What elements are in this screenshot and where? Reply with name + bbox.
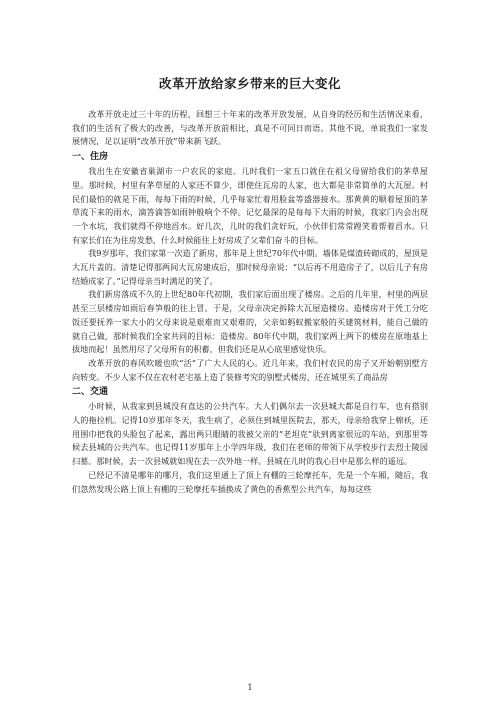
page-number: 1: [247, 683, 253, 692]
paragraph: 小时候，从我家到县城没有直达的公共汽车。大人们偶尔去一次县城大都是自行车，也有搭别人的拖拉机。记得10岁那年冬天，我生病了，必须住到城里医院去，那天，母亲给我穿上棉袄，还用围巾把我的头脸包了起来，露出两只眼睛的我被父亲的“老坦克”驮到离家很远的车站，到那里等候去县城的公共汽车。也记得11岁那年上小学四年级，我们在老师的带领下从学校步行去烈士陵园扫墓。那时候，去一次县城就如现在去一次外地一样。县城在儿时的我心目中是那么样的遥远。: [72, 401, 428, 467]
document-title: 改革开放给家乡带来的巨大变化: [158, 76, 341, 91]
intro-paragraph: 改革开放走过三十年的历程，回想三十年来的改革开放发展，从自身的经历和生活情况来看，我们的生活有了极大的改善，与改革开放前相比，真是不可同日而语。其他不说，单说我们一家发展情况，足以证明“改革开放”带来新飞跃。: [72, 109, 428, 147]
paragraph: 我们新房落成不久的上世纪80年代初期，我们家后面出现了楼房。之后的几年里，村里的两层甚至三层楼房如雨后春笋般的往上冒。于是，父母亲决定拆除大瓦屋造楼房。造楼房对于凭工分吃饭还要抚养一家大小的父母来说是艰难而又艰难的，父亲如蚂蚁搬家般的买建筑材料，能自己做的就自己做，那时候我们全家共同的目标：造楼房。80年代中期，我们家两上两下的楼房在原地基上拔地而起！虽然用尽了父母所有的积蓄，但我们还是从心底里感觉快乐。: [72, 289, 428, 355]
paragraph: 我9岁那年，我们家第一次造了新房，那年是上世纪70年代中期。墙体是煤渣砖砌成的，屋顶是大瓦片盖的。清楚记得那两间大瓦房建成后，那时候母亲说：“以后再不用造房子了，以后儿子有房结婚成家了。”记得母亲当时满足的笑了。: [72, 248, 428, 286]
section-heading-transport: 二、交通: [72, 387, 109, 398]
section-heading-housing: 一、住房: [72, 152, 109, 163]
paragraph: 我出生在安徽省巢湖市一户农民的家庭。儿时我们一家五口就住在祖父母留给我们的茅草屋里。那时候，村里有茅草屋的人家还不算少，即使住瓦房的人家，也大都是非常简单的大瓦屋。村民们最怕的就是下雨，每每下雨的时候，几乎每家忙着用脸盆等盛器接水。那黄黄的顺着屋顶的茅草流下来的雨水，滴答滴答如雨钟般响个不停。记忆最深的是每每下大雨的时候，我家门内会出现一个水坑，我们就得不停地舀水。好几次，儿时的我们贪好玩，小伙伴们常常蹚笑着帮着舀水。只有家长们在为住房发愁，什么时候能住上好房成了父辈们奋斗的目标。: [72, 166, 428, 245]
paragraph: 改革开放的春风吹暖也吹“活”了广大人民的心。近几年来，我们村农民的房子又开始朝别墅方向转变。不少人家不仅在农村老宅基上造了装修考究的别墅式楼房，还在城里买了商品房: [72, 357, 428, 382]
paragraph: 已经记不清是哪年的哪月，我们这里通上了顶上有棚的三轮摩托车，先是一个车厢，随后，我们忽然发现公路上顶上有棚的三轮摩托车插换成了黄色的香蕉型公共汽车，每每这些: [72, 469, 428, 494]
